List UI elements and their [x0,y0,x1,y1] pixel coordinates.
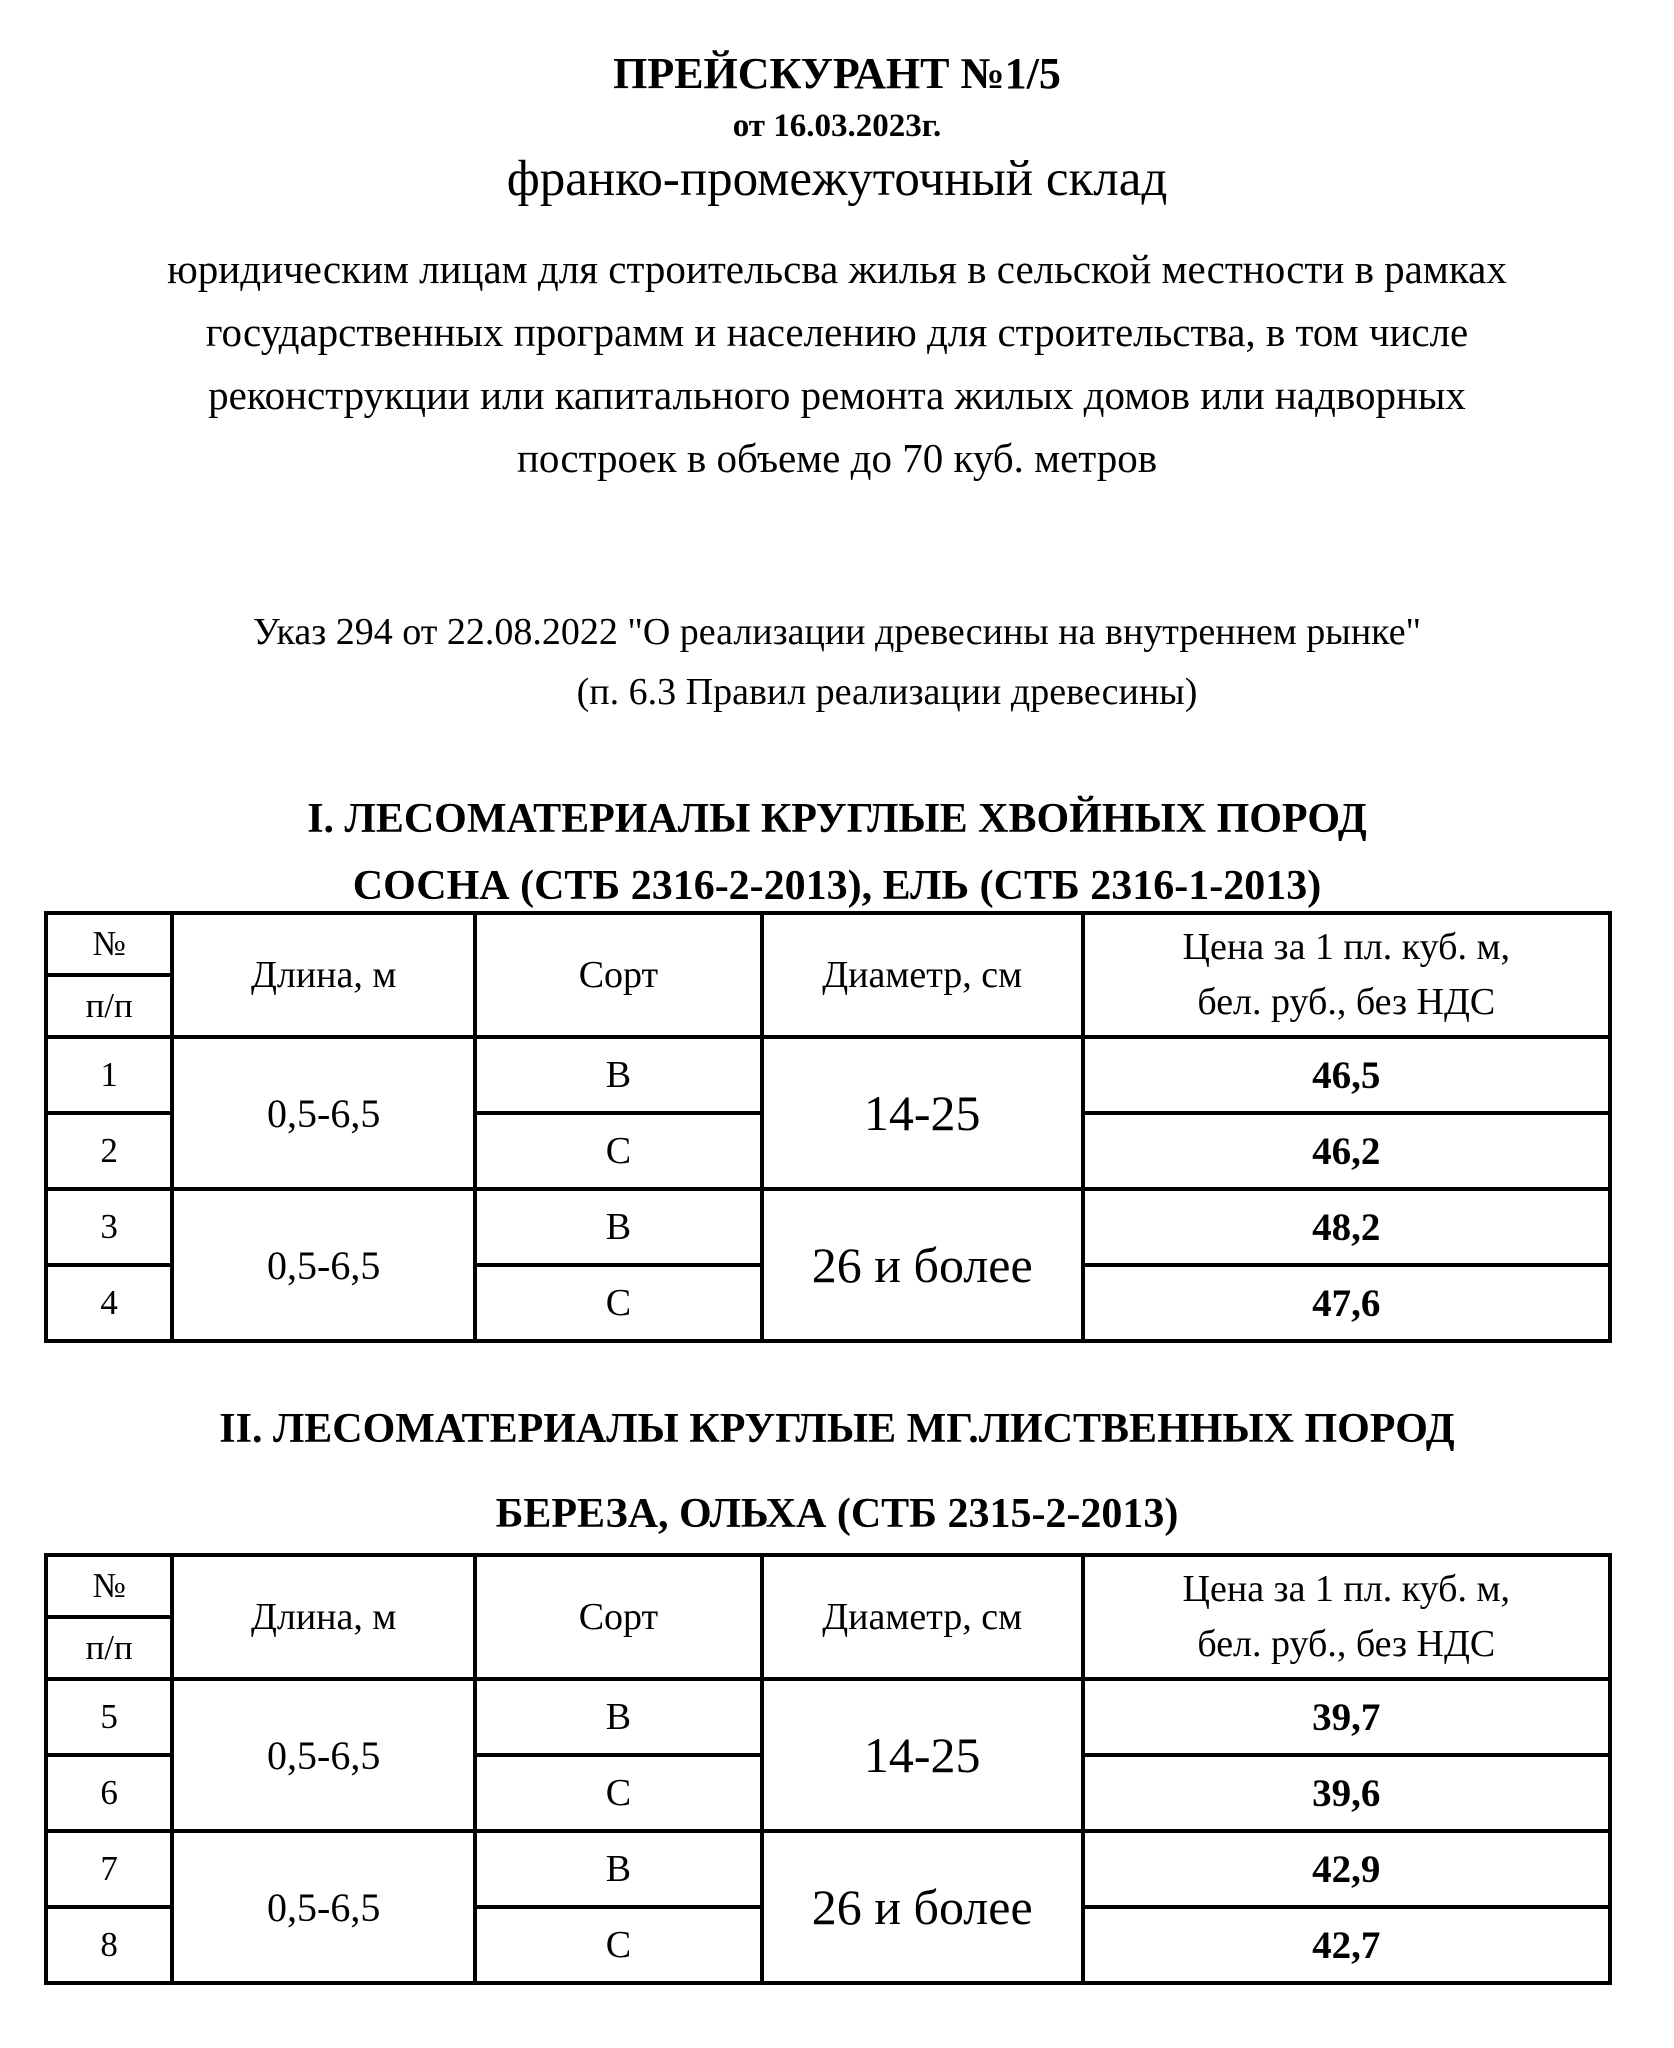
header-no-top: № [46,1555,172,1617]
row-length: 0,5-6,5 [172,1189,475,1341]
row-number: 1 [46,1037,172,1113]
header-grade: Сорт [475,913,762,1037]
row-price: 47,6 [1083,1265,1610,1341]
header-price-line: Цена за 1 пл. куб. м, [1182,1568,1511,1610]
row-price: 39,6 [1083,1755,1610,1831]
row-number: 8 [46,1907,172,1983]
description-line: реконструкции или капитального ремонта жилых домов или надворных [208,372,1466,418]
section-2-subheading: БЕРЕЗА, ОЛЬХА (СТБ 2315-2-2013) [495,1491,1179,1537]
row-number: 4 [46,1265,172,1341]
header-price-line: бел. руб., без НДС [1197,1623,1496,1665]
row-number: 2 [46,1113,172,1189]
section-2-heading: II. ЛЕСОМАТЕРИАЛЫ КРУГЛЫЕ МГ.ЛИСТВЕННЫХ ПОРОД [219,1406,1455,1452]
table-header-row [46,1555,1610,1617]
header-no-top: № [46,913,172,975]
header-price-line: бел. руб., без НДС [1197,981,1496,1023]
description-line: юридическим лицам для строительсва жилья в сельской местности в рамках [167,246,1507,292]
row-grade: В [475,1189,762,1265]
table-row [46,1037,1610,1113]
decree-line: Указ 294 от 22.08.2022 "О реализации древесины на внутреннем рынке" [252,611,1422,653]
row-number: 7 [46,1831,172,1907]
row-grade: С [475,1907,762,1983]
header-no-bottom: п/п [46,1617,172,1679]
description-line: построек в объеме до 70 куб. метров [516,435,1158,481]
section-1-subheading: СОСНА (СТБ 2316-2-2013), ЕЛЬ (СТБ 2316-1-2013) [352,863,1322,909]
row-grade: С [475,1265,762,1341]
row-length: 0,5-6,5 [172,1831,475,1983]
header-price [1083,913,1610,1037]
document-description [0,238,1674,490]
description-line: государственных программ и населению для строительства, в том числе [205,309,1469,355]
table-row [46,1679,1610,1755]
row-price: 42,9 [1083,1831,1610,1907]
price-table-section-2 [44,1553,1612,1985]
header-no-bottom: п/п [46,975,172,1037]
header-diameter: Диаметр, см [762,913,1083,1037]
price-table-section-1 [44,911,1612,1343]
row-number: 6 [46,1755,172,1831]
header-diameter: Диаметр, см [762,1555,1083,1679]
row-length: 0,5-6,5 [172,1679,475,1831]
row-price: 46,2 [1083,1113,1610,1189]
row-length: 0,5-6,5 [172,1037,475,1189]
row-grade: В [475,1037,762,1113]
row-diameter: 14-25 [762,1679,1083,1831]
row-grade: С [475,1113,762,1189]
row-grade: С [475,1755,762,1831]
row-number: 3 [46,1189,172,1265]
document-date: от 16.03.2023г. [732,108,942,144]
document-subtitle: франко-промежуточный склад [506,151,1168,207]
row-diameter: 14-25 [762,1037,1083,1189]
header-length: Длина, м [172,1555,475,1679]
table-row [46,1831,1610,1907]
row-price: 42,7 [1083,1907,1610,1983]
row-price: 48,2 [1083,1189,1610,1265]
row-price: 46,5 [1083,1037,1610,1113]
header-grade: Сорт [475,1555,762,1679]
row-grade: В [475,1831,762,1907]
row-diameter: 26 и более [762,1831,1083,1983]
header-length: Длина, м [172,913,475,1037]
row-diameter: 26 и более [762,1189,1083,1341]
table-row [46,1189,1610,1265]
section-1-heading: I. ЛЕСОМАТЕРИАЛЫ КРУГЛЫЕ ХВОЙНЫХ ПОРОД [307,796,1367,842]
row-number: 5 [46,1679,172,1755]
row-grade: В [475,1679,762,1755]
table-header-row [46,913,1610,975]
document-title: ПРЕЙСКУРАНТ №1/5 [613,49,1061,98]
decree-reference [0,602,1674,722]
header-price [1083,1555,1610,1679]
row-price: 39,7 [1083,1679,1610,1755]
header-price-line: Цена за 1 пл. куб. м, [1182,926,1511,968]
decree-line: (п. 6.3 Правил реализации древесины) [576,671,1198,713]
